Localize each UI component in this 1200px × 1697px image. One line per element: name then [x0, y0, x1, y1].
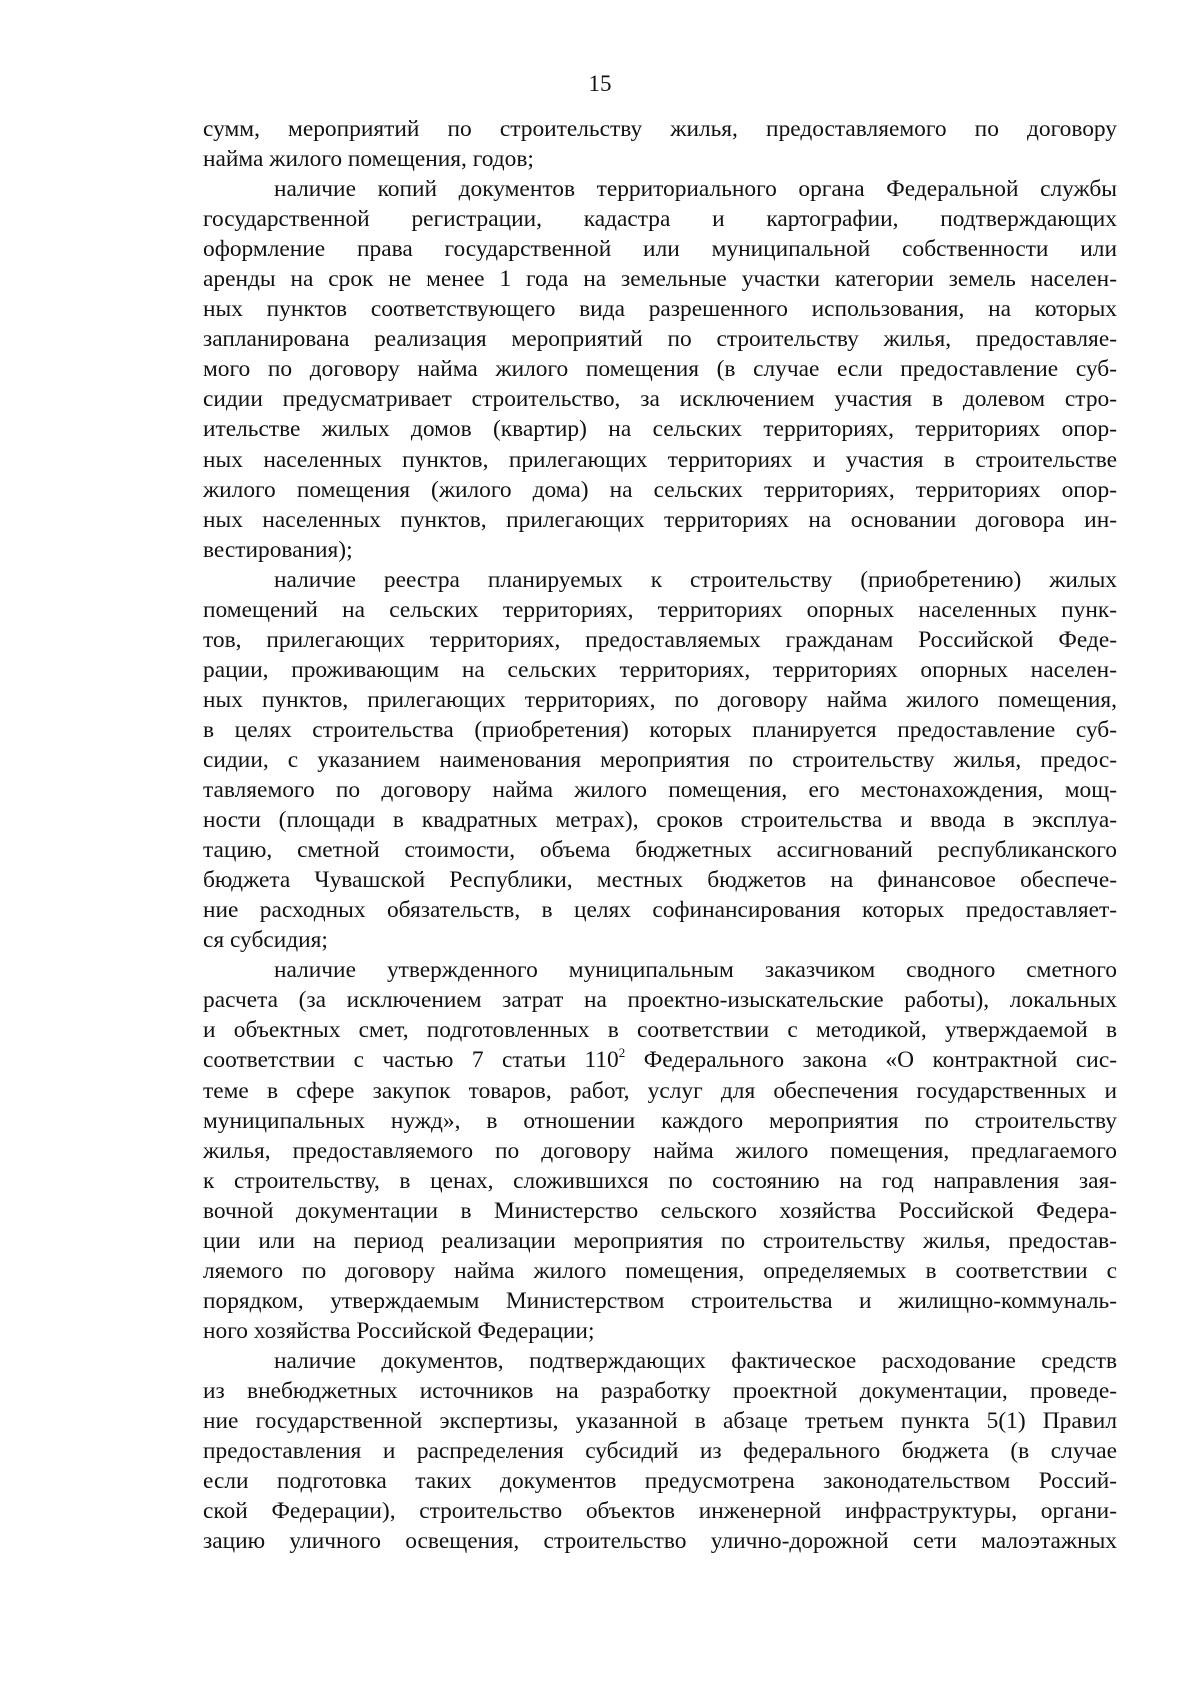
- superscript: 2: [618, 1045, 626, 1061]
- text-line: жилого помещения (жилого дома) на сельских территориях, территориях опор-: [203, 476, 1117, 503]
- text-line: вестирования);: [203, 536, 353, 563]
- text-line: ции или на период реализации мероприятия по строительству жилья, предостав-: [203, 1227, 1117, 1254]
- text-line: ных населенных пунктов, прилегающих территориях и участия в строительстве: [203, 446, 1117, 473]
- text-line: ных пунктов соответствующего вида разрешенного использования, на которых: [203, 296, 1117, 323]
- text-line: наличие документов, подтверждающих фактическое расходование средств: [274, 1347, 1117, 1374]
- text-line: аренды на срок не менее 1 года на земельные участки категории земель населен-: [203, 266, 1117, 293]
- text-line: предоставления и распределения субсидий из федерального бюджета (в случае: [203, 1438, 1117, 1465]
- text-line: найма жилого помещения, годов;: [203, 146, 534, 173]
- text-line: расчета (за исключением затрат на проектно-изыскательские работы), локальных: [203, 987, 1117, 1014]
- text-line: тацию, сметной стоимости, объема бюджетных ассигнований республиканского: [203, 837, 1117, 864]
- text-line: ние государственной экспертизы, указанной в абзаце третьем пункта 5(1) Правил: [203, 1408, 1117, 1435]
- text-line: государственной регистрации, кадастра и картографии, подтверждающих: [203, 206, 1117, 233]
- text-line: бюджета Чувашской Республики, местных бюджетов на финансовое обеспече-: [203, 867, 1117, 894]
- text-line: ного хозяйства Российской Федерации;: [203, 1317, 595, 1344]
- text-line: мого по договору найма жилого помещения (в случае если предоставление суб-: [203, 356, 1117, 383]
- text-line: зацию уличного освещения, строительство улично-дорожной сети малоэтажных: [203, 1528, 1117, 1555]
- text-line: ся субсидия;: [203, 927, 328, 954]
- text-line: помещений на сельских территориях, территориях опорных населенных пунк-: [203, 596, 1117, 623]
- text-line: ние расходных обязательств, в целях софинансирования которых предоставляет-: [203, 897, 1117, 924]
- text-line: порядком, утверждаемым Министерством строительства и жилищно-коммуналь-: [203, 1287, 1117, 1314]
- text-line: теме в сфере закупок товаров, работ, услуг для обеспечения государственных и: [203, 1077, 1117, 1104]
- text-line: тавляемого по договору найма жилого помещения, его местонахождения, мощ-: [203, 777, 1117, 804]
- text-segment: Федерального закона «О контрактной сис-: [625, 1047, 1117, 1074]
- text-line: сидии предусматривает строительство, за исключением участия в долевом стро-: [203, 386, 1117, 413]
- text-line: ляемого по договору найма жилого помещения, определяемых в соответствии с: [203, 1257, 1117, 1284]
- text-line: в целях строительства (приобретения) которых планируется предоставление суб-: [203, 716, 1117, 743]
- text-line: рации, проживающим на сельских территориях, территориях опорных населен-: [203, 656, 1117, 683]
- text-line: наличие реестра планируемых к строительству (приобретению) жилых: [274, 566, 1117, 593]
- text-line: сумм, мероприятий по строительству жилья, предоставляемого по договору: [203, 116, 1117, 142]
- text-line-with-superscript: [203, 1045, 1117, 1075]
- text-line: муниципальных нужд», в отношении каждого мероприятия по строительству: [203, 1107, 1117, 1134]
- text-line: если подготовка таких документов предусмотрена законодательством Россий-: [203, 1468, 1117, 1495]
- text-line: оформление права государственной или муниципальной собственности или: [203, 236, 1117, 263]
- text-line: запланирована реализация мероприятий по строительству жилья, предоставляе-: [203, 326, 1117, 353]
- text-line: и объектных смет, подготовленных в соответствии с методикой, утверждаемой в: [203, 1017, 1117, 1044]
- text-line: ительстве жилых домов (квартир) на сельских территориях, территориях опор-: [203, 416, 1117, 443]
- text-line: к строительству, в ценах, сложившихся по состоянию на год направления зая-: [203, 1167, 1117, 1194]
- text-line: из внебюджетных источников на разработку проектной документации, проведе-: [203, 1377, 1117, 1404]
- text-line: наличие утвержденного муниципальным заказчиком сводного сметного: [274, 957, 1117, 984]
- text-line: ных населенных пунктов, прилегающих территориях на основании договора ин-: [203, 506, 1117, 533]
- body-text: [203, 114, 1117, 1556]
- text-line: ных пунктов, прилегающих территориях, по договору найма жилого помещения,: [203, 686, 1117, 713]
- text-line: вочной документации в Министерство сельского хозяйства Российской Федера-: [203, 1197, 1117, 1224]
- text-line: наличие копий документов территориального органа Федеральной службы: [274, 176, 1117, 203]
- text-line: сидии, с указанием наименования мероприятия по строительству жилья, предос-: [203, 746, 1117, 773]
- text-line: ской Федерации), строительство объектов инженерной инфраструктуры, органи-: [203, 1498, 1117, 1525]
- text-segment: соответствии с частью 7 статьи 110: [203, 1047, 619, 1074]
- text-line: ности (площади в квадратных метрах), сроков строительства и ввода в эксплуа-: [203, 807, 1117, 834]
- page-number: 15: [588, 71, 612, 96]
- text-line: тов, прилегающих территориях, предоставляемых гражданам Российской Феде-: [203, 626, 1117, 653]
- text-line: жилья, предоставляемого по договору найма жилого помещения, предлагаемого: [203, 1137, 1117, 1164]
